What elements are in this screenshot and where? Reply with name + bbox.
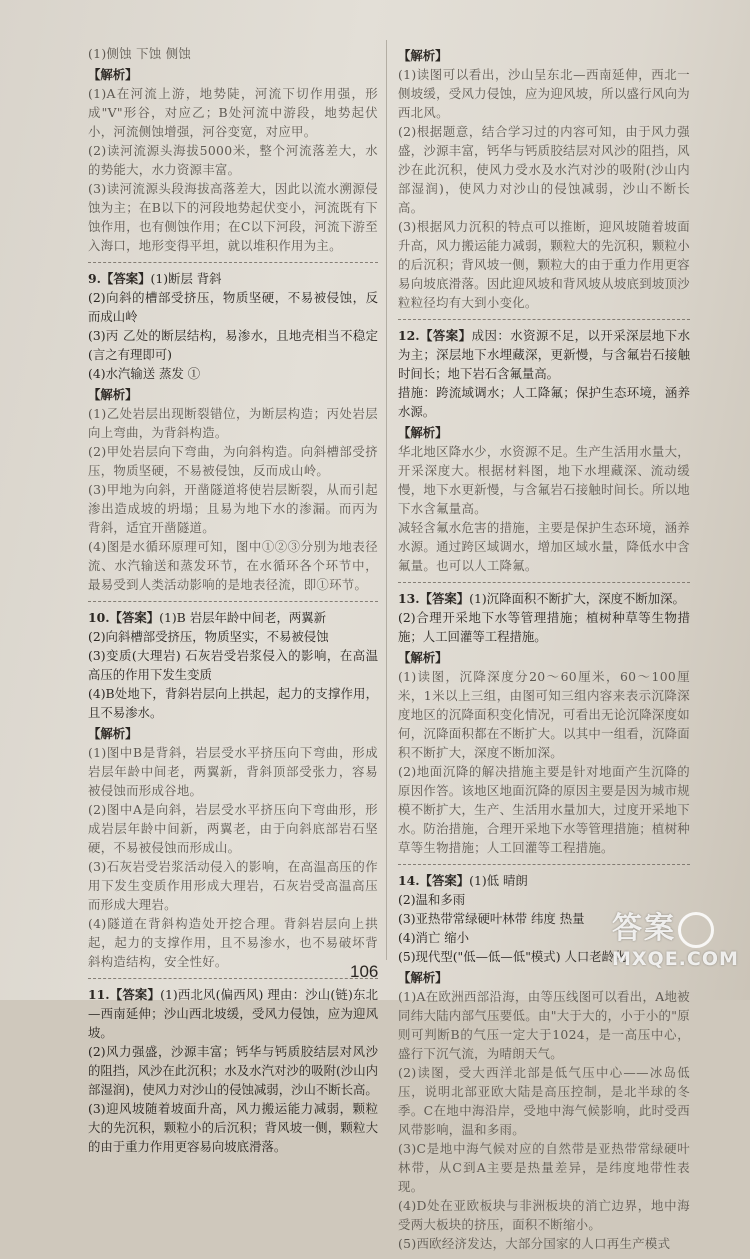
q10-analysis-4: (4)隧道在背斜构造处开挖合理。背斜岩层向上拱起，起力的支撑作用，且不易渗水，也不易破坏背斜构造结构，安全性好。	[88, 916, 378, 969]
q9-answer-label: 9.【答案】	[88, 271, 151, 286]
q14-analysis-label: 【解析】	[398, 970, 448, 985]
q14-analysis-3: (3)C是地中海气候对应的自然带是亚热带常绿硬叶林带，从C到A主要是热量差异，是纬度地带性表现。	[398, 1141, 690, 1194]
q10-analysis-1: (1)图中B是背斜，岩层受水平挤压向下弯曲，形成岩层年龄中间老，两翼新，背斜顶部受张力，容易被侵蚀而形成谷地。	[88, 745, 378, 798]
q12-answer-2: 措施：跨流域调水；人工降氟；保护生态环境，涵养水源。	[398, 385, 690, 419]
dashed-separator	[88, 262, 378, 263]
q10-answer-2: (2)向斜槽部受挤压，物质坚实，不易被侵蚀	[88, 629, 329, 644]
q9-block	[88, 269, 378, 594]
dashed-separator	[398, 864, 690, 865]
q14-answer-4: (4)消亡 缩小	[398, 930, 470, 945]
watermark-url: MXQE.COM	[612, 948, 739, 970]
q12-analysis-label: 【解析】	[398, 425, 448, 440]
q9-analysis-3: (3)甲地为向斜，开凿隧道将使岩层断裂，从而引起渗出造成坡的坍塌；且易为地下水的渗漏。而丙为背斜，适宜开凿隧道。	[88, 482, 378, 535]
q11-analysis-label: 【解析】	[398, 48, 448, 63]
q11-answer-2: (2)风力强盛，沙源丰富；钙华与钙质胶结层对风沙的阻挡，风沙在此沉积；水及水汽对沙的吸附(沙山内部湿润)，使风力对沙山的侵蚀减弱，沙山不断长高。	[88, 1044, 378, 1097]
q9-analysis-label: 【解析】	[88, 387, 138, 402]
dashed-separator	[88, 601, 378, 602]
q12-block	[398, 326, 690, 575]
watermark-circle-icon	[678, 912, 714, 948]
q9-analysis-4: (4)图是水循环原理可知，图中①②③分别为地表径流、水汽输送和蒸发环节，在水循环各个环节中，最易受到人类活动影响的是地表径流，即①环节。	[88, 539, 378, 592]
q11-block	[88, 985, 378, 1156]
q11-answer-1: (1)西北风(偏西风) 理由：沙山(链)东北—西南延伸；沙山西北坡缓，受风力侵蚀，应为迎风坡。	[88, 987, 379, 1040]
q14-analysis-5: (5)西欧经济发达，大部分国家的人口再生产模式	[398, 1236, 671, 1251]
q14-analysis-2: (2)读图，受大西洋北部是低气压中心——冰岛低压，说明北部亚欧大陆是高压控制，是北半球的冬季。C在地中海沿岸，受地中海气候影响，此时受西风带影响，温和多雨。	[398, 1065, 690, 1137]
q12-analysis-1: 华北地区降水少，水资源不足。生产生活用水量大，开采深度大。根据材料图，地下水埋藏深、流动缓慢，地下水更新慢，与含氟岩石接触时间长。所以地下水含氟量高。	[398, 444, 690, 516]
q9-answer-3: (3)丙 乙处的断层结构，易渗水，且地壳相当不稳定(言之有理即可)	[88, 328, 378, 362]
q13-answer-label: 13.【答案】	[398, 591, 470, 606]
q13-block	[398, 589, 690, 857]
q10-block	[88, 608, 378, 971]
right-column	[398, 44, 690, 1259]
q10-answer-1: (1)B 岩层年龄中间老，两翼新	[159, 610, 327, 625]
q8-block	[88, 44, 378, 255]
q14-answer-1: (1)低 晴朗	[469, 873, 528, 888]
q14-answer-2: (2)温和多雨	[398, 892, 466, 907]
q13-answer-2: (2)合理开采地下水等管理措施；植树种草等生物措施；人工回灌等工程措施。	[398, 610, 690, 644]
dashed-separator	[398, 319, 690, 320]
q8-analysis-3: (3)读河流源头段海拔高落差大，因此以流水溯源侵蚀为主；在B以下的河段地势起伏变小，河流既有下蚀作用，也有侧蚀作用；在C以下河段，河流下游至入海口，地形变得平坦，就以堆积作用为主。	[88, 181, 378, 253]
q12-answer-label: 12.【答案】	[398, 328, 472, 343]
q10-answer-label: 10.【答案】	[88, 610, 160, 625]
q9-analysis-2: (2)甲处岩层向下弯曲，为向斜构造。向斜槽部受挤压，物质坚硬，不易被侵蚀，反而成山岭。	[88, 444, 378, 478]
q8-answer-tail: (1)侧蚀 下蚀 侧蚀	[88, 46, 192, 61]
dashed-separator	[88, 978, 378, 979]
q14-answer-3: (3)亚热带常绿硬叶林带 纬度 热量	[398, 911, 585, 926]
q12-answer-1: 成因：水资源不足，以开采深层地下水为主；深层地下水埋藏深，更新慢，与含氟岩石接触时间长；地下岩石含氟量高。	[398, 328, 691, 381]
q14-analysis-4: (4)D处在亚欧板块与非洲板块的消亡边界，地中海受两大板块的挤压，面积不断缩小。	[398, 1198, 690, 1232]
q10-analysis-2: (2)图中A是向斜，岩层受水平挤压向下弯曲形，形成岩层年龄中间新，两翼老，由于向斜底部岩石坚硬，不易被侵蚀而形成山。	[88, 802, 378, 855]
q11-analysis-3: (3)根据风力沉积的特点可以推断，迎风坡随着坡面升高，风力搬运能力减弱，颗粒大的先沉积，颗粒小的后沉积；背风坡一侧，颗粒大的由于重力作用更容易向坡底滑落。因此迎风坡和背风坡从坡底到坡顶沙粒粒径均有大到小变化。	[398, 219, 690, 310]
q13-analysis-2: (2)地面沉降的解决措施主要是针对地面产生沉降的原因作答。该地区地面沉降的原因主要是因为城市规模不断扩大，生产、生活用水量加大，过度开采地下水。防治措施，合理开采地下水等管理措施；植树种草等生物措施；人工回灌等工程措施。	[398, 764, 690, 855]
q14-answer-5: (5)现代型("低—低—低"模式) 人口老龄化	[398, 949, 627, 964]
q11-analysis-block	[398, 46, 690, 312]
q8-analysis-label: 【解析】	[88, 67, 138, 82]
q10-analysis-label: 【解析】	[88, 726, 138, 741]
q13-answer-1: (1)沉降面积不断扩大，深度不断加深。	[469, 591, 685, 606]
q11-analysis-1: (1)读图可以看出，沙山呈东北—西南延伸，西北一侧坡缓，受风力侵蚀，应为迎风坡，所以盛行风向为西北风。	[398, 67, 690, 120]
q8-analysis-2: (2)读河流源头海拔5000米，整个河流落差大，水的势能大，水力资源丰富。	[88, 143, 378, 177]
q10-answer-4: (4)B处地下，背斜岩层向上拱起，起力的支撑作用，且不易渗水。	[88, 686, 378, 720]
q11-answer-3: (3)迎风坡随着坡面升高，风力搬运能力减弱，颗粒大的先沉积，颗粒小的后沉积；背风坡一侧，颗粒大的由于重力作用更容易向坡底滑落。	[88, 1101, 378, 1154]
q10-analysis-3: (3)石灰岩受岩浆活动侵入的影响，在高温高压的作用下发生变质作用形成大理岩，石灰岩受高温高压而形成大理岩。	[88, 859, 378, 912]
dashed-separator	[398, 582, 690, 583]
q8-analysis-1: (1)A在河流上游，地势陡，河流下切作用强，形成"V"形谷，对应乙；B处河流中游段，地势起伏小，河流侧蚀增强，河谷变宽，对应甲。	[88, 86, 378, 139]
q11-answer-label: 11.【答案】	[88, 987, 161, 1002]
column-divider	[386, 40, 387, 960]
site-watermark	[612, 910, 742, 994]
q14-answer-label: 14.【答案】	[398, 873, 470, 888]
q9-answer-1: (1)断层 背斜	[150, 271, 222, 286]
left-column	[88, 44, 378, 1162]
q13-analysis-1: (1)读图，沉降深度分20～60厘米，60～100厘米，1米以上三组，由图可知三组内容来表示沉降深度地区的沉降面积变化情况，可看出无论沉降深度如何，沉降面积都在不断扩大。以其中一组看，沉降面积不断扩大，深度不断加深。	[398, 669, 690, 760]
q14-analysis-1: (1)A在欧洲西部沿海，由等压线图可以看出，A地被同纬大陆内部气压要低。由"大于大的，小于小的"原则可判断B的气压一定大于1024，是一高压中心，盛行下沉气流，为晴朗天气。	[398, 989, 690, 1061]
q9-answer-4: (4)水汽输送 蒸发 ①	[88, 366, 201, 381]
q13-analysis-label: 【解析】	[398, 650, 448, 665]
q11-analysis-2: (2)根据题意，结合学习过的内容可知，由于风力强盛，沙源丰富，钙华与钙质胶结层对风沙的阻挡，风沙在此沉积，使风力受水及水汽对沙的吸附(沙山内部湿润)，使风力对沙山的侵蚀减弱，沙山不断长高。	[398, 124, 690, 215]
q10-answer-3: (3)变质(大理岩) 石灰岩受岩浆侵入的影响，在高温高压的作用下发生变质	[88, 648, 378, 682]
q9-answer-2: (2)向斜的槽部受挤压，物质坚硬，不易被侵蚀，反而成山岭	[88, 290, 378, 324]
watermark-text: 答案	[612, 911, 676, 946]
q12-analysis-2: 减轻含氟水危害的措施，主要是保护生态环境，涵养水源。通过跨区域调水，增加区域水量，降低水中含氟量。也可以人工降氟。	[398, 520, 690, 573]
page-number: 106	[350, 962, 379, 981]
q9-analysis-1: (1)乙处岩层出现断裂错位，为断层构造；丙处岩层向上弯曲，为背斜构造。	[88, 406, 378, 440]
